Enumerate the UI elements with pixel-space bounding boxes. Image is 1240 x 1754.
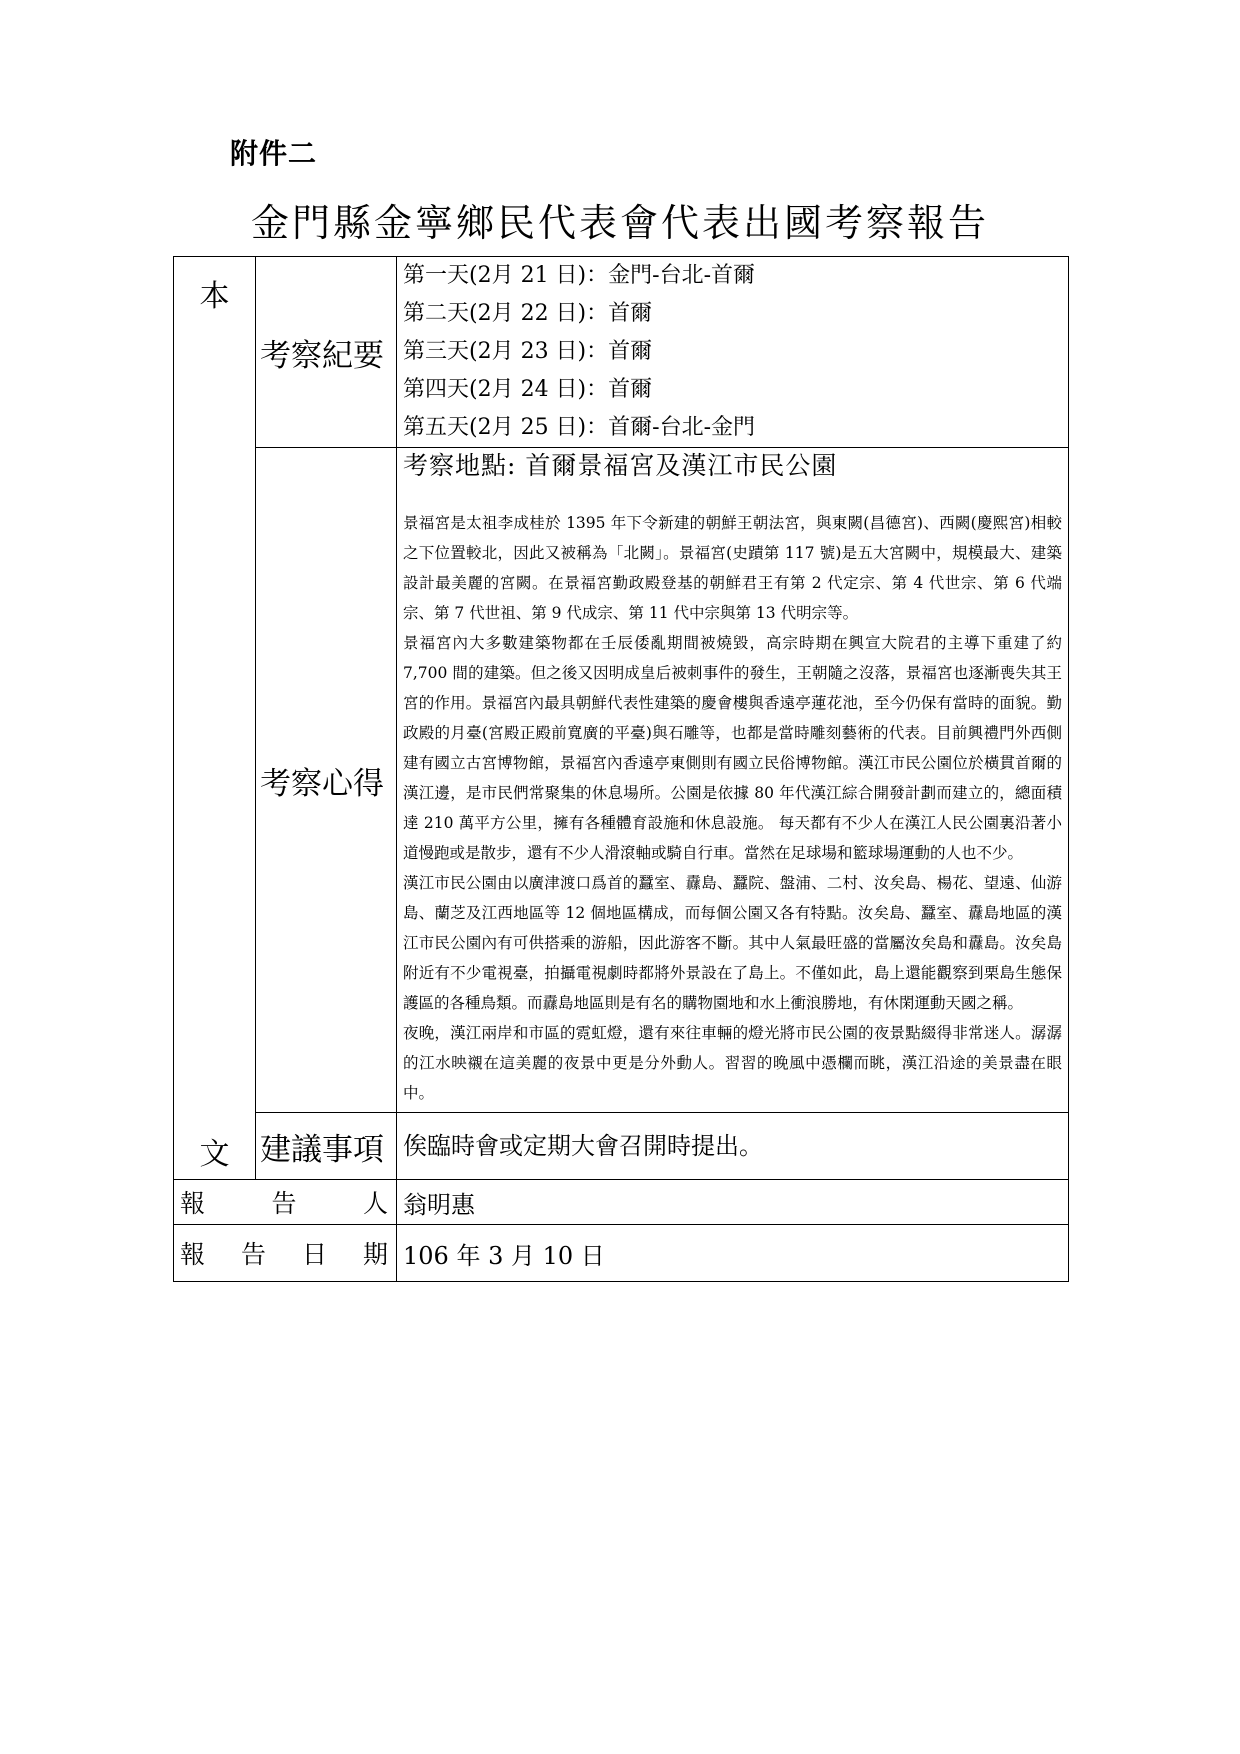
itinerary-day: 第五天(2月 25 日)：首爾-台北-金門: [403, 415, 756, 440]
insights-paragraph: 漢江市民公園由以廣津渡口爲首的蠶室、纛島、蠶院、盤浦、二村、汝矣島、楊花、望遠、仙游島、蘭芝及江西地區等 12 個地區構成，而每個公園又各有特點。汝矣島、蠶室、纛島地區的漢江市民公園內有可供搭乘的游船，因此游客不斷。其中人氣最旺盛的當屬汝矣島和纛島。汝矣島附近有不少電視臺，拍攝電視劇時都將外景設在了島上。不僅如此，島上還能觀察到栗島生態保護區的各種鳥類。而纛島地區則是有名的購物園地和水上衝浪勝地，有休閑運動天國之稱。: [403, 874, 1062, 1012]
reporter-label: [174, 1180, 397, 1225]
itinerary-day: 第一天(2月 21 日)：金門-台北-首爾: [403, 263, 756, 288]
itinerary-label: 考察紀要: [256, 257, 397, 448]
insights-paragraph: 夜晚，漢江兩岸和市區的霓虹燈，還有來往車輛的燈光將市民公園的夜景點綴得非常迷人。潺潺的江水映襯在這美麗的夜景中更是分外動人。習習的晚風中憑欄而眺，漢江沿途的美景盡在眼中。: [403, 1024, 1062, 1102]
report-date-label-char: 報: [180, 1240, 206, 1269]
insights-paragraph: 景福宮是太祖李成桂於 1395 年下令新建的朝鮮王朝法宮，與東闕(昌德宮)、西闕(慶熙宮)相較之下位置較北，因此又被稱為「北闕」。景福宮(史蹟第 117 號)是五大宮闕中，規模最大、建築設計最美麗的宮闕。在景福宮勤政殿登基的朝鮮君王有第 2 代定宗、第 4 代世宗、第 6 代端宗、第 7 代世祖、第 9 代成宗、第 11 代中宗與第 13 代明宗等。: [403, 514, 1062, 622]
report-date-label-char: 日: [301, 1240, 327, 1269]
insights-paragraph: 景福宮內大多數建築物都在壬辰倭亂期間被燒毀，高宗時期在興宣大院君的主導下重建了約 7,700 間的建築。但之後又因明成皇后被刺事件的發生，王朝隨之沒落，景福宮也逐漸喪失其王宮的作用。景福宮內最具朝鮮代表性建築的慶會樓與香遠亭蓮花池，至今仍保有當時的面貌。勤政殿的月臺(宮殿正殿前寬廣的平臺)與石雕等，也都是當時雕刻藝術的代表。目前興禮門外西側建有國立古宮博物館，景福宮內香遠亭東側則有國立民俗博物館。漢江市民公園位於橫貫首爾的漢江邊，是市民們常聚集的休息場所。公園是依據 80 年代漢江綜合開發計劃而建立的，總面積達 210 萬平方公里，擁有各種體育設施和休息設施。 每天都有不少人在漢江人民公園裏沿著小道慢跑或是散步，還有不少人滑滾軸或騎自行車。當然在足球場和籃球場運動的人也不少。: [403, 634, 1062, 862]
itinerary-row: [174, 257, 1069, 448]
attachment-label: 附件二: [230, 137, 318, 170]
itinerary-day: 第二天(2月 22 日)：首爾: [403, 301, 653, 326]
report-date-value: 106 年 3 月 10 日: [397, 1225, 1069, 1282]
ben-wen-cell: [174, 257, 256, 1180]
itinerary-list: [397, 257, 1069, 448]
reporter-label-char: 報: [180, 1189, 206, 1218]
insights-label: 考察心得: [256, 448, 397, 1113]
itinerary-day: 第三天(2月 23 日)：首爾: [403, 339, 653, 364]
reporter-label-char: 告: [271, 1189, 297, 1218]
insights-body: [397, 508, 1068, 1112]
insights-content: [397, 448, 1069, 1113]
reporter-name: 翁明惠: [397, 1180, 1069, 1225]
reporter-label-char: 人: [362, 1189, 388, 1218]
inspection-site: 考察地點: 首爾景福宮及漢江市民公園: [403, 451, 838, 480]
suggestions-row: [174, 1113, 1069, 1180]
report-date-label: [174, 1225, 397, 1282]
ben-label: 本: [199, 279, 230, 314]
itinerary-day: 第四天(2月 24 日)：首爾: [403, 377, 653, 402]
suggestions-label: 建議事項: [256, 1113, 397, 1180]
insights-row: [174, 448, 1069, 1113]
report-date-row: [174, 1225, 1069, 1282]
document-title: 金門縣金寧鄉民代表會代表出國考察報告: [250, 201, 989, 245]
suggestions-text: 俟臨時會或定期大會召開時提出。: [397, 1113, 1069, 1180]
reporter-row: [174, 1180, 1069, 1225]
report-date-label-char: 告: [240, 1240, 266, 1269]
wen-label: 文: [199, 1137, 230, 1172]
report-table: [173, 256, 1069, 1282]
report-date-label-char: 期: [362, 1240, 388, 1269]
